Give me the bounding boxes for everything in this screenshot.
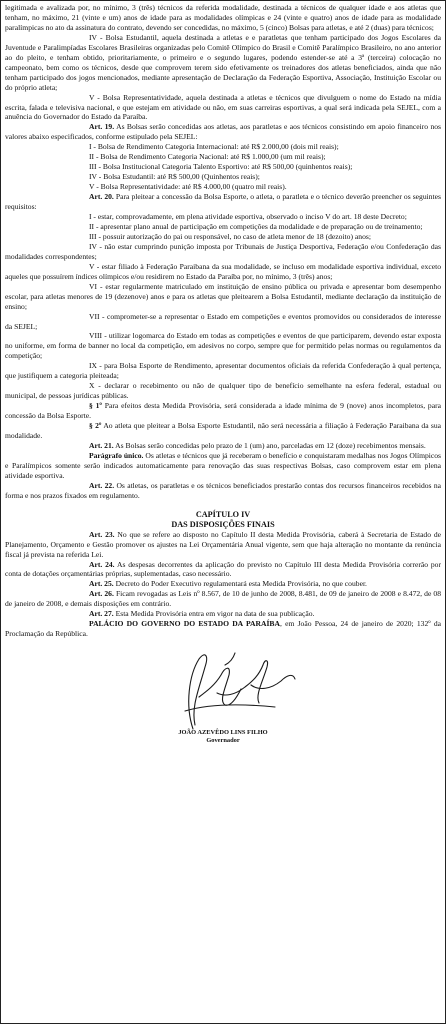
requirement-item: II - apresentar plano anual de participação em competições da modalidade e de preparação ou de treinamento; xyxy=(89,221,423,231)
article-22-text: Os atletas, os paratletas e os técnicos beneficiados prestarão contas dos recursos financeiros recebidos na forma e nos prazos fixados em regulamento. xyxy=(5,480,441,500)
handwritten-signature-icon xyxy=(155,645,305,735)
article-20 xyxy=(5,192,441,212)
chapter-heading xyxy=(5,510,441,530)
single-paragraph xyxy=(5,451,441,481)
article-25-text: Decreto do Poder Executivo regulamentará esta Medida Provisória, no que couber. xyxy=(115,579,367,589)
article-20-text: Para pleitear a concessão da Bolsa Esporte, o atleta, o paratleta e o técnico deverão preencher os seguintes requisitos: xyxy=(5,192,441,212)
value-item: V - Bolsa Representatividade: até R$ 4.000,00 (quatro mil reais). xyxy=(89,182,287,192)
article-22-label: Art. 22. xyxy=(89,480,115,490)
paragraph-2 xyxy=(5,421,441,441)
paragraph-bolsa-representatividade: V - Bolsa Representatividade, aquela destinada a atletas e técnicos que divulguem o nome do Estado na mídia escrita, falada e televisiva nacional, e que estejam em atividade ou não, em suas carreiras esportivas, a qual será indicada pela SEJEL, com a anuência do Governador do Estado da Paraíba. xyxy=(5,92,441,122)
requirement-item: V - estar filiado à Federação Paraibana da sua modalidade, se incluso em modalidade esportiva individual, exceto aqueles que possuírem índices olímpicos e/ou residirem no Estado da Paraíba por, no mínimo, 3 (três) anos; xyxy=(5,261,441,281)
chapter-number: CAPÍTULO IV xyxy=(195,509,251,519)
requirement-item: X - declarar o recebimento ou não de qualquer tipo de benefício semelhante na esfera federal, estadual ou municipal, de pessoas jurídicas públicas. xyxy=(5,381,441,401)
value-item: III - Bolsa Institucional Categoria Talento Esportivo: até R$ 500,00 (quinhentos reais); xyxy=(89,162,353,172)
signatory-name: JOÃO AZEVÊDO LINS FILHO xyxy=(178,729,268,737)
value-item: I - Bolsa de Rendimento Categoria Internacional: até R$ 2.000,00 (dois mil reais); xyxy=(89,142,339,152)
article-21 xyxy=(5,441,441,451)
article-23-text: No que se refere ao disposto no Capítulo II desta Medida Provisória, caberá à Secretaria de Estado de Planejamento, Orçamento e Gestão promover os ajustes na Lei Orçamentária Anual vigente, sem que haja alteração no montante da renúncia fiscal já prevista na referida Lei. xyxy=(5,529,441,559)
signatory-role: Governador xyxy=(206,737,240,745)
closing-date-text: , em João Pessoa, 24 de janeiro de 2020; 132º da Proclamação da República. xyxy=(5,619,442,639)
paragraph-2-label: § 2º xyxy=(89,421,102,431)
requirement-item: VII - comprometer-se a representar o Estado em competições e eventos promovidos ou considerados de interesse da SEJEL; xyxy=(5,311,441,331)
paragraph-2-text: Ao atleta que pleitear a Bolsa Esporte Estudantil, não será necessária a filiação à Federação Paraibana da sua modalidade. xyxy=(5,421,442,440)
article-24 xyxy=(5,560,441,580)
value-item: II - Bolsa de Rendimento Categoria Nacional: até R$ 1.000,00 (um mil reais); xyxy=(89,152,326,162)
paragraph-1-label: § 1º xyxy=(89,401,102,411)
article-27 xyxy=(5,609,441,619)
paragraph-continuation: legitimada e avalizada por, no mínimo, 3 (três) técnicos da referida modalidade, destinada a técnicos de qualquer idade e aos atletas que tenham, no máximo, 21 (vinte e um) anos de idade para as modalidades olímpicas e 24 (vinte e quatro) anos de idade para as modalidade paralímpicas no ato da assinatura do contrato, devendo ser concedidas, no máximo, 5 (cinco) Bolsas para atletas, e até 2 (duas) para técnicos; xyxy=(5,3,441,32)
palace-name: PALÁCIO DO GOVERNO DO ESTADO DA PARAÍBA xyxy=(89,619,280,629)
article-26-label: Art. 26. xyxy=(89,589,114,599)
single-paragraph-label: Parágrafo único. xyxy=(89,450,144,460)
value-item: IV - Bolsa Estudantil: até R$ 500,00 (Quinhentos reais); xyxy=(89,172,260,182)
article-20-label: Art. 20. xyxy=(89,192,114,202)
article-27-text: Esta Medida Provisória entra em vigor na data de sua publicação. xyxy=(115,609,315,619)
article-24-label: Art. 24. xyxy=(89,559,115,569)
article-19-label: Art. 19. xyxy=(89,122,115,132)
paragraph-1 xyxy=(5,401,441,421)
paragraph-bolsa-estudantil: IV - Bolsa Estudantil, aquela destinada a atletas e e paratletas que tenham participado dos Jogos Escolares da Juventude e Paralimpíadas Escolares Brasileiras organizadas pelo Comitê Olímpico do Brasil e Comitê Paralímpico Brasileiro, no ano anterior ao do pleito, e tenham obtido, prioritariamente, o primeiro e o segundo lugares, podendo estender-se até a 3ª (terceira) colocação no campeonato, bem como os técnicos, desde que comprovem terem sido efetivamente os treinadores dos atletas beneficiados, ainda que não tenham participado dos jogos mencionados, mediante apresentação de Declaração da Federação Esportiva, Associação, Instituição Escolar ou do próprio atleta; xyxy=(5,32,441,92)
article-25 xyxy=(5,579,441,589)
closing-statement xyxy=(5,619,441,639)
requirement-item: IX - para Bolsa Esporte de Rendimento, apresentar documentos oficiais da referida Confederação à qual pertença, que justifiquem a categoria pleiteada; xyxy=(5,361,441,381)
requirement-item: I - estar, comprovadamente, em plena atividade esportiva, observado o inciso V do art. 18 deste Decreto; xyxy=(89,212,407,222)
article-27-label: Art. 27. xyxy=(89,609,114,619)
requirement-item: IV - não estar cumprindo punição imposta por Tribunais de Justiça Desportiva, Federação e/ou Confederação das modalidades correspondentes; xyxy=(5,241,441,261)
requirement-item: VIII - utilizar logomarca do Estado em todas as competições e eventos de que participarem, devendo estar exposta no uniforme, em forma de banner no local da competição, em adesivos no corpo, sempre que for permitido pelas normas ou regulamentos da competição; xyxy=(5,331,441,361)
requirement-item: III - possuir autorização do pai ou responsável, no caso de atleta menor de 18 (dezoito) anos; xyxy=(89,231,371,241)
article-19-text: As Bolsas serão concedidas aos atletas, aos paratletas e aos técnicos consistindo em apoio financeiro nos valores abaixo especificados, conforme estipulado pela SEJEL: xyxy=(5,122,442,142)
article-21-text: As Bolsas serão concedidas pelo prazo de 1 (um) ano, parceladas em 12 (doze) recebimentos mensais. xyxy=(115,440,426,450)
article-24-text: As despesas decorrentes da aplicação do previsto no Capítulo III desta Medida Provisória correrão por conta de dotações orçamentárias próprias, suplementadas, caso necessário. xyxy=(5,559,441,579)
paragraph-1-text: Para efeitos desta Medida Provisória, será considerada a idade mínima de 9 (nove) anos incompletos, para concessão da Bolsa Esporte. xyxy=(5,401,441,421)
article-26-text: Ficam revogadas as Leis nº 8.567, de 10 de junho de 2008, 8.481, de 09 de janeiro de 2008 e 8.472, de 08 de janeiro de 2008, e demais disposições em contrário. xyxy=(5,589,441,609)
requirement-item: VI - estar regularmente matriculado em instituição de ensino pública ou privada e apresentar bom desempenho escolar, para atletas menores de 19 (dezenove) anos e para os atletas que pleitearem a Bolsa Estudantil, mediante declaração da instituição de ensino; xyxy=(5,281,441,311)
article-22 xyxy=(5,481,441,501)
article-19 xyxy=(5,122,441,142)
article-21-label: Art. 21. xyxy=(89,440,114,450)
article-23-label: Art. 23. xyxy=(89,529,115,539)
article-26 xyxy=(5,589,441,609)
article-25-label: Art. 25. xyxy=(89,579,114,589)
signature-block xyxy=(5,643,441,753)
chapter-title: DAS DISPOSIÇÕES FINAIS xyxy=(171,519,275,529)
article-23 xyxy=(5,530,441,560)
single-paragraph-text: Os atletas e técnicos que já receberam o benefício e conquistaram medalhas nos Jogos Olímpicos e Paralímpicos somente serão indicados automaticamente para renovação das suas respectivas Bolsas, caso comprovem estar em plena atividade esportiva. xyxy=(5,450,442,480)
